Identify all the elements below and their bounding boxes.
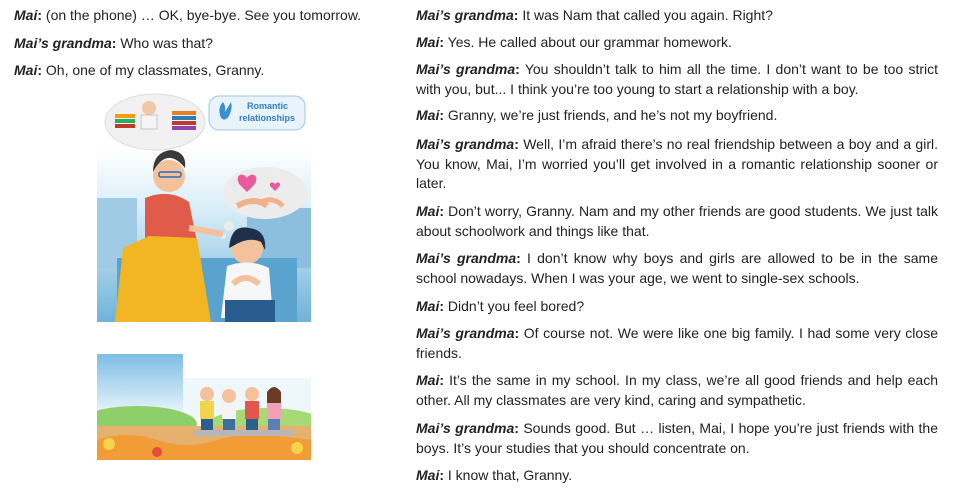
grandma-and-mai-illustration: [97, 88, 311, 322]
speaker-name: Mai’s grandma: [416, 325, 515, 341]
dialogue-line: Mai: It’s the same in my school. In my class, we’re all good friends and help each other. All my classmates are very kind, caring and sympathetic.: [416, 372, 938, 408]
dialogue-line: Mai’s grandma: Sounds good. But … listen, Mai, I hope you’re just friends with the boys. It’s your studies that you should concentrate on.: [416, 420, 938, 456]
dialogue-text: Granny, we’re just friends, and he’s not my boyfriend.: [444, 107, 778, 123]
dialogue-line: Mai: Didn’t you feel bored?: [416, 298, 585, 314]
dialogue-line: Mai: Oh, one of my classmates, Granny.: [14, 62, 265, 78]
dialogue-text: Didn’t you feel bored?: [444, 298, 585, 314]
dialogue-line: Mai’s grandma: It was Nam that called you again. Right?: [416, 7, 773, 23]
dialogue-line: Mai’s grandma: You shouldn’t talk to him all the time. I don’t want to be too strict with you, but... I think you’re too young to start a relationship with a boy.: [416, 61, 939, 97]
dialogue-text: Well, I’m afraid there’s no real friendship between a boy and a girl. You know, Mai, I’m worried you’ll get involved in a romantic relationship sooner or later.: [416, 136, 938, 191]
dialogue-text: I know that, Granny.: [444, 467, 573, 483]
dialogue-text: Don’t worry, Granny. Nam and my other friends are good students. We just talk about schoolwork and things like that.: [416, 203, 938, 239]
dialogue-text: (on the phone) … OK, bye-bye. See you tomorrow.: [42, 7, 362, 23]
dialogue-line: Mai’s grandma: Who was that?: [14, 35, 213, 51]
dialogue-text: Who was that?: [116, 35, 213, 51]
speaker-name: Mai: [14, 62, 38, 78]
speaker-name: Mai’s grandma: [416, 250, 517, 266]
speaker-name: Mai’s grandma: [416, 7, 514, 23]
speaker-name: Mai: [416, 298, 440, 314]
speaker-name: Mai’s grandma: [14, 35, 112, 51]
dialogue-line: Mai’s grandma: Well, I’m afraid there’s no real friendship between a boy and a girl. You know, Mai, I’m worried you’ll get involved in a romantic relationship sooner or later.: [416, 136, 938, 191]
badge-line2: relationships: [239, 113, 296, 123]
speaker-name: Mai: [416, 467, 440, 483]
dialogue-text: I don’t know why boys and girls are allowed to be in the same school nowadays. When I was your age, we went to single-sex schools.: [416, 250, 938, 286]
friends-group-illustration: [97, 354, 311, 460]
dialogue-text: Sounds good. But … listen, Mai, I hope you’re just friends with the boys. It’s your studies that you should concentrate on.: [416, 420, 938, 456]
dialogue-line: Mai: Yes. He called about our grammar homework.: [416, 34, 732, 50]
dialogue-text: You shouldn’t talk to him all the time. I don’t want to be too strict with you, but... I think you’re too young to start a relationship with a boy.: [416, 61, 939, 97]
speaker-name: Mai’s grandma: [416, 420, 515, 436]
dialogue-line: Mai: Don’t worry, Granny. Nam and my other friends are good students. We just talk about schoolwork and things like that.: [416, 203, 938, 239]
speaker-name: Mai’s grandma: [416, 136, 515, 152]
dialogue-line: Mai’s grandma: Of course not. We were like one big family. I had some very close friends.: [416, 325, 938, 361]
dialogue-text: It’s the same in my school. In my class, we’re all good friends and help each other. All my classmates are very kind, caring and sympathetic.: [416, 372, 938, 408]
dialogue-line: Mai: (on the phone) … OK, bye-bye. See you tomorrow.: [14, 7, 362, 23]
dialogue-text: Yes. He called about our grammar homework.: [444, 34, 732, 50]
speaker-name: Mai: [416, 372, 440, 388]
badge-line1: Romantic: [247, 101, 289, 111]
dialogue-text: Oh, one of my classmates, Granny.: [42, 62, 265, 78]
speaker-name: Mai’s grandma: [416, 61, 516, 77]
dialogue-text: It was Nam that called you again. Right?: [518, 7, 773, 23]
speaker-name: Mai: [14, 7, 38, 23]
speaker-name: Mai: [416, 34, 440, 50]
dialogue-line: Mai’s grandma: I don’t know why boys and girls are allowed to be in the same school nowadays. When I was your age, we went to single-sex schools.: [416, 250, 938, 286]
speaker-name: Mai: [416, 107, 440, 123]
dialogue-line: Mai: I know that, Granny.: [416, 467, 573, 483]
dialogue-text: Of course not. We were like one big family. I had some very close friends.: [416, 325, 938, 361]
speaker-name: Mai: [416, 203, 440, 219]
dialogue-line: Mai: Granny, we’re just friends, and he’s not my boyfriend.: [416, 107, 778, 123]
